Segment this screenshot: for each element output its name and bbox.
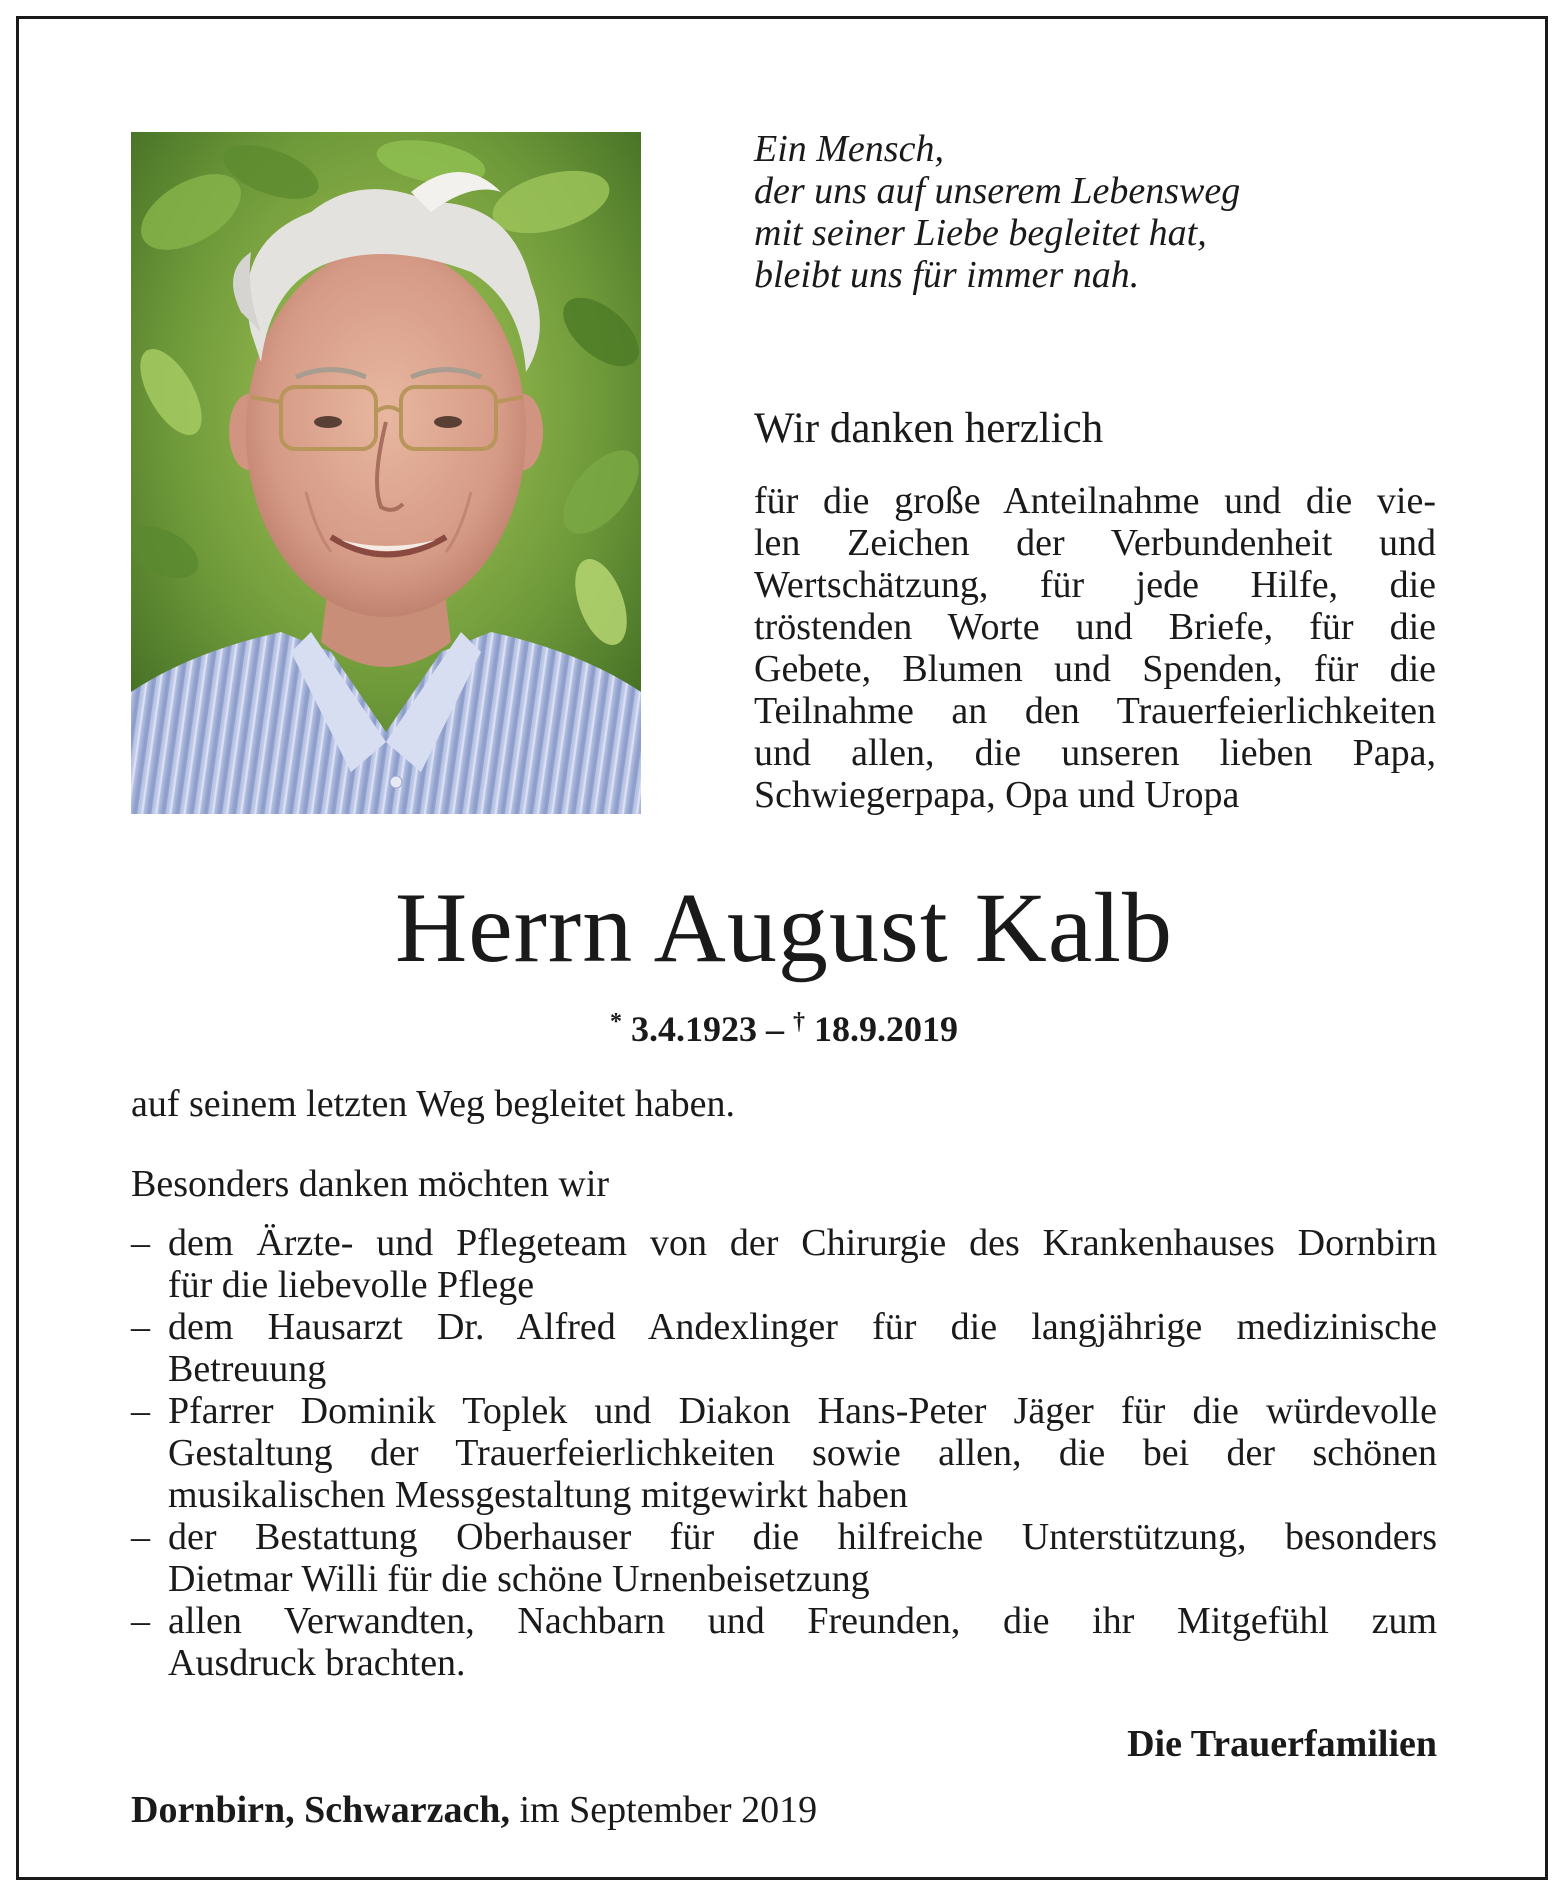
poem-line: mit seiner Liebe begleitet hat,: [754, 212, 1207, 254]
list-item-line: Gestaltung der Trauerfeierlichkeiten sowie allen, die bei der schönen: [168, 1432, 1437, 1474]
life-dates: [0, 1000, 1568, 1051]
special-thanks-heading: Besonders danken möchten wir: [131, 1163, 610, 1205]
list-item: [131, 1306, 1437, 1390]
signature: Die Trauerfamilien: [1127, 1723, 1437, 1765]
list-item-line: Dietmar Willi für die schöne Urnenbeisetzung: [168, 1558, 870, 1600]
portrait-photo: [131, 132, 641, 814]
portrait-illustration: [131, 132, 641, 814]
list-dash: –: [131, 1516, 150, 1558]
list-dash: –: [131, 1390, 150, 1432]
poem-line: Ein Mensch,: [754, 128, 944, 170]
date-text: im September 2019: [519, 1789, 818, 1831]
birth-symbol: *: [610, 1009, 622, 1035]
thanks-line: Schwiegerpapa, Opa und Uropa: [754, 774, 1240, 816]
list-item-line: dem Hausarzt Dr. Alfred Andexlinger für die langjährige medizinische: [168, 1306, 1437, 1348]
poem: [754, 128, 1454, 296]
thanks-line: len Zeichen der Verbundenheit und: [754, 522, 1436, 564]
poem-line: bleibt uns für immer nah.: [754, 254, 1140, 296]
list-item-line: Betreuung: [168, 1348, 327, 1390]
death-symbol: †: [793, 1009, 805, 1035]
thanks-line: für die große Anteilnahme und die vie-: [754, 480, 1436, 522]
list-item-line: dem Ärzte- und Pflegeteam von der Chirurgie des Krankenhauses Dornbirn: [168, 1222, 1437, 1264]
list-dash: –: [131, 1306, 150, 1348]
list-item: [131, 1390, 1437, 1516]
list-dash: –: [131, 1222, 150, 1264]
thanks-heading: Wir danken herzlich: [754, 405, 1104, 452]
list-item-line: musikalischen Messgestaltung mitgewirkt haben: [168, 1474, 908, 1516]
thanks-paragraph: [754, 480, 1436, 816]
list-item-line: allen Verwandten, Nachbarn und Freunden, die ihr Mitgefühl zum: [168, 1600, 1437, 1642]
date-separator: –: [766, 1009, 784, 1049]
list-item-line: der Bestattung Oberhauser für die hilfreiche Unterstützung, besonders: [168, 1516, 1437, 1558]
list-item: [131, 1516, 1437, 1600]
deceased-name: Herrn August Kalb: [395, 872, 1173, 983]
special-thanks-list: [131, 1222, 1437, 1684]
thanks-line: tröstenden Worte und Briefe, für die: [754, 606, 1436, 648]
list-item-line: für die liebevolle Pflege: [168, 1264, 535, 1306]
birth-date: 3.4.1923: [631, 1009, 757, 1049]
list-item-line: Ausdruck brachten.: [168, 1642, 466, 1684]
after-name-text: auf seinem letzten Weg begleitet haben.: [131, 1083, 735, 1125]
list-item: [131, 1222, 1437, 1306]
thanks-line: Teilnahme an den Trauerfeierlichkeiten: [754, 690, 1436, 732]
thanks-line: und allen, die unseren lieben Papa,: [754, 732, 1436, 774]
poem-line: der uns auf unserem Lebensweg: [754, 170, 1241, 212]
list-dash: –: [131, 1600, 150, 1642]
places: Dornbirn, Schwarzach,: [131, 1789, 510, 1831]
place-date: [131, 1788, 817, 1832]
list-item: [131, 1600, 1437, 1684]
thanks-line: Gebete, Blumen und Spenden, für die: [754, 648, 1436, 690]
death-date: 18.9.2019: [814, 1009, 958, 1049]
list-item-line: Pfarrer Dominik Toplek und Diakon Hans-Peter Jäger für die würdevolle: [168, 1390, 1437, 1432]
thanks-line: Wertschätzung, für jede Hilfe, die: [754, 564, 1436, 606]
